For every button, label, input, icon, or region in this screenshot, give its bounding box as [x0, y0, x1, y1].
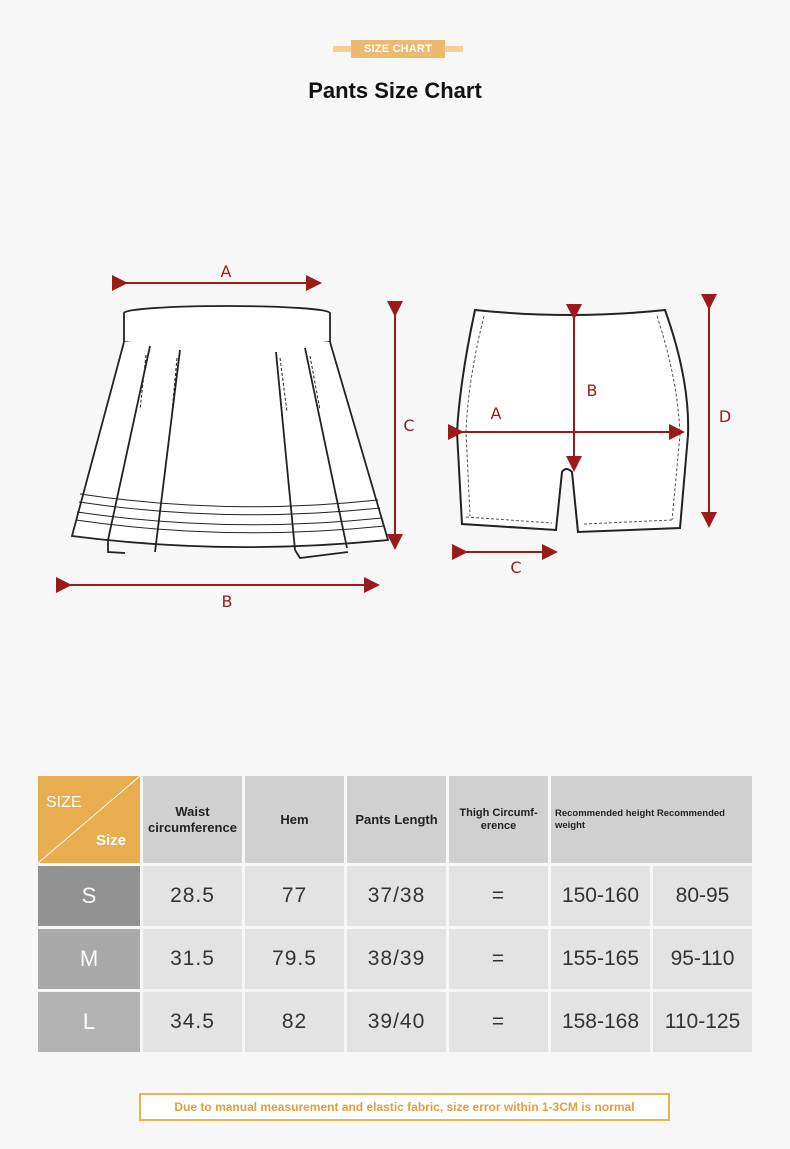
- cell-waist: 28.5: [143, 866, 242, 926]
- skirt-label-b: B: [221, 592, 233, 611]
- shorts-label-c: C: [510, 558, 522, 577]
- header-length: Pants Length: [347, 776, 446, 863]
- table-row: [38, 929, 752, 989]
- size-table: [35, 773, 755, 1055]
- garment-diagram: [0, 240, 790, 620]
- table-row: [38, 866, 752, 926]
- cell-hem: 77: [245, 866, 344, 926]
- cell-hem: 82: [245, 992, 344, 1052]
- row-size-label: L: [38, 992, 140, 1052]
- cell-length: 39/40: [347, 992, 446, 1052]
- corner-diagonal: [38, 776, 140, 863]
- page-title: Pants Size Chart: [308, 78, 482, 103]
- header-recommended: Recommended height Recommended weight: [551, 776, 752, 863]
- cell-height: 158-168: [551, 992, 650, 1052]
- header-hem: Hem: [245, 776, 344, 863]
- header-thigh: Thigh Circumf-erence: [449, 776, 548, 863]
- cell-weight: 80-95: [653, 866, 752, 926]
- cell-thigh: =: [449, 866, 548, 926]
- skirt-label-a: A: [220, 262, 232, 281]
- cell-height: 150-160: [551, 866, 650, 926]
- header-waist: Waist circumference: [143, 776, 242, 863]
- cell-thigh: =: [449, 929, 548, 989]
- table-corner-cell: [38, 776, 140, 863]
- shorts-label-d: D: [718, 407, 732, 426]
- cell-waist: 31.5: [143, 929, 242, 989]
- cell-length: 38/39: [347, 929, 446, 989]
- table-row: [38, 992, 752, 1052]
- skirt-label-c: C: [403, 416, 415, 435]
- cell-length: 37/38: [347, 866, 446, 926]
- cell-height: 155-165: [551, 929, 650, 989]
- row-size-label: S: [38, 866, 140, 926]
- measurement-note: Due to manual measurement and elastic fabric, size error within 1-3CM is normal: [139, 1093, 670, 1121]
- corner-size-sub-label: Size: [95, 832, 126, 849]
- cell-weight: 95-110: [653, 929, 752, 989]
- skirt-drawing: [72, 306, 388, 558]
- corner-size-label: SIZE: [46, 794, 82, 811]
- badge-label: SIZE CHART: [351, 40, 445, 58]
- cell-weight: 110-125: [653, 992, 752, 1052]
- table-header-row: [38, 776, 752, 863]
- shorts-label-b: B: [586, 381, 598, 400]
- size-chart-badge: [333, 40, 463, 58]
- cell-hem: 79.5: [245, 929, 344, 989]
- shorts-label-a: A: [490, 404, 502, 423]
- cell-thigh: =: [449, 992, 548, 1052]
- cell-waist: 34.5: [143, 992, 242, 1052]
- row-size-label: M: [38, 929, 140, 989]
